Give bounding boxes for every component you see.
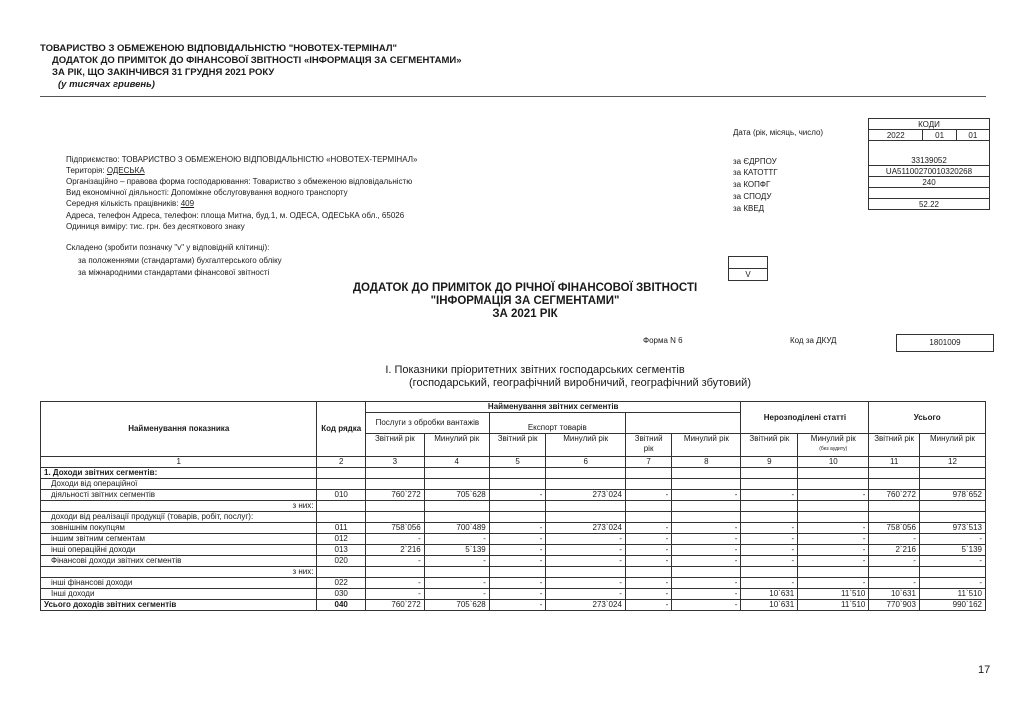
table-cell: -: [798, 523, 869, 534]
row-label: Доходи від операційної: [41, 479, 317, 490]
table-cell: [365, 479, 424, 490]
table-cell: -: [672, 578, 741, 589]
table-cell: [741, 512, 798, 523]
table-cell: -: [489, 589, 546, 600]
column-number: 4: [424, 457, 489, 468]
table-row: [41, 545, 986, 556]
table-cell: [546, 468, 625, 479]
table-cell: -: [365, 589, 424, 600]
units-note: (у тисячах гривень): [58, 79, 155, 90]
table-cell: -: [625, 589, 671, 600]
table-cell: 11`510: [798, 589, 869, 600]
section-title: І. Показники пріоритетних звітних господарських сегментів: [385, 364, 685, 376]
table-cell: -: [741, 523, 798, 534]
katottg-label: за КАТОТТГ: [733, 168, 778, 177]
row-label: Інші доходи: [41, 589, 317, 600]
table-cell: [869, 512, 920, 523]
form-number: Форма N 6: [643, 336, 683, 345]
table-cell: [919, 468, 985, 479]
table-cell: -: [625, 523, 671, 534]
table-cell: -: [672, 523, 741, 534]
table-cell: -: [625, 600, 671, 611]
row-code: 040: [317, 600, 365, 611]
header-prev-3: Минулий рік: [672, 434, 741, 457]
table-cell: -: [741, 534, 798, 545]
table-cell: -: [625, 556, 671, 567]
table-cell: 273`024: [546, 600, 625, 611]
document-heading: ДОДАТОК ДО ПРИМІТОК ДО ФІНАНСОВОЇ ЗВІТНОСТІ «ІНФОРМАЦІЯ ЗА СЕГМЕНТАМИ»: [52, 55, 462, 66]
table-cell: [424, 479, 489, 490]
table-cell: [546, 567, 625, 578]
table-cell: -: [672, 490, 741, 501]
date-day: 01: [956, 130, 989, 141]
table-cell: 11`510: [919, 589, 985, 600]
header-prev-4-label: Минулий рік: [810, 434, 856, 443]
table-cell: [546, 512, 625, 523]
table-row: [41, 556, 986, 567]
header-segments: Найменування звітних сегментів: [365, 402, 741, 413]
unit-line: Одиниця виміру: тис. грн. без десяткового знаку: [66, 222, 245, 231]
column-numbers-row: [41, 457, 986, 468]
row-label: Усього доходів звітних сегментів: [41, 600, 317, 611]
table-cell: [365, 501, 424, 512]
header-audit-note: (без аудиту): [819, 446, 848, 452]
compiled-line: Складено (зробити позначку "v" у відповідній клітинці):: [66, 243, 270, 252]
table-cell: -: [672, 556, 741, 567]
table-cell: [424, 512, 489, 523]
table-cell: [741, 479, 798, 490]
table-cell: -: [869, 556, 920, 567]
option-standards: за положеннями (стандартами) бухгалтерського обліку: [78, 256, 282, 265]
table-cell: -: [672, 534, 741, 545]
kved-value: 52.22: [869, 199, 990, 210]
territory-line: [66, 166, 145, 176]
table-cell: 973`513: [919, 523, 985, 534]
table-cell: [489, 501, 546, 512]
table-cell: [741, 501, 798, 512]
table-cell: 273`024: [546, 523, 625, 534]
table-cell: -: [424, 589, 489, 600]
edrpou-value: 33139052: [869, 155, 990, 166]
table-cell: [672, 512, 741, 523]
column-number: 6: [546, 457, 625, 468]
row-label: інші операційні доходи: [41, 545, 317, 556]
table-cell: [625, 567, 671, 578]
table-cell: 10`631: [741, 600, 798, 611]
table-cell: -: [869, 534, 920, 545]
row-label: з них:: [41, 567, 317, 578]
table-cell: [424, 567, 489, 578]
kopfg-value: 240: [869, 177, 990, 188]
dkud-value: 1801009: [896, 334, 994, 352]
table-cell: -: [741, 490, 798, 501]
table-cell: -: [798, 578, 869, 589]
table-cell: -: [798, 556, 869, 567]
row-code: [317, 567, 365, 578]
checkbox-ifrs[interactable]: V: [728, 268, 768, 281]
column-number: 3: [365, 457, 424, 468]
date-year: 2022: [869, 130, 923, 141]
table-cell: [798, 512, 869, 523]
table-cell: -: [546, 534, 625, 545]
table-row: [41, 589, 986, 600]
table-cell: 10`631: [741, 589, 798, 600]
table-cell: 990`162: [919, 600, 985, 611]
table-cell: [365, 512, 424, 523]
table-cell: -: [919, 556, 985, 567]
table-cell: [424, 501, 489, 512]
territory-value: ОДЕСЬКА: [106, 166, 145, 175]
table-cell: [869, 567, 920, 578]
report-title: ДОДАТОК ДО ПРИМІТОК ДО РІЧНОЇ ФІНАНСОВОЇ ЗВІТНОСТІ: [352, 282, 698, 294]
table-row: [41, 479, 986, 490]
table-cell: -: [798, 490, 869, 501]
report-year: ЗА 2021 РІК: [492, 308, 558, 320]
kved-label: за КВЕД: [733, 204, 765, 213]
table-cell: [489, 468, 546, 479]
table-cell: -: [672, 600, 741, 611]
table-cell: [365, 468, 424, 479]
table-cell: [919, 501, 985, 512]
row-label: 1. Доходи звітних сегментів:: [41, 468, 317, 479]
table-cell: [625, 512, 671, 523]
table-row: [41, 468, 986, 479]
table-cell: -: [489, 578, 546, 589]
column-number: 7: [625, 457, 671, 468]
header-unallocated: Нерозподілені статті: [741, 402, 869, 434]
staff-value: 409: [180, 199, 195, 208]
table-cell: [672, 567, 741, 578]
row-label: з них:: [41, 501, 317, 512]
row-code: [317, 468, 365, 479]
table-row: [41, 567, 986, 578]
table-cell: 758`056: [869, 523, 920, 534]
header-rep-1: Звітний рік: [365, 434, 424, 457]
table-cell: [625, 479, 671, 490]
table-cell: 700`489: [424, 523, 489, 534]
table-cell: -: [625, 534, 671, 545]
table-cell: 2`216: [869, 545, 920, 556]
table-cell: -: [365, 556, 424, 567]
column-number: 1: [41, 457, 317, 468]
column-number: 10: [798, 457, 869, 468]
table-cell: 11`510: [798, 600, 869, 611]
table-cell: [869, 468, 920, 479]
column-number: 8: [672, 457, 741, 468]
table-cell: 705`628: [424, 600, 489, 611]
codes-spacer: [869, 141, 990, 156]
table-cell: [741, 567, 798, 578]
table-row: [41, 600, 986, 611]
table-cell: [365, 567, 424, 578]
row-code: 011: [317, 523, 365, 534]
row-label: іншим звітним сегментам: [41, 534, 317, 545]
option-ifrs: за міжнародними стандартами фінансової звітності: [78, 268, 270, 277]
table-cell: -: [489, 600, 546, 611]
row-code: 012: [317, 534, 365, 545]
table-cell: [919, 512, 985, 523]
dkud-label: Код за ДКУД: [790, 336, 837, 345]
territory-label: Територія:: [66, 166, 107, 175]
table-cell: 705`628: [424, 490, 489, 501]
table-row: [41, 523, 986, 534]
codes-table: [868, 118, 990, 210]
table-cell: 770`903: [869, 600, 920, 611]
table-cell: 5`139: [919, 545, 985, 556]
table-cell: 978`652: [919, 490, 985, 501]
period-heading: ЗА РІК, ЩО ЗАКІНЧИВСЯ 31 ГРУДНЯ 2021 РОКУ: [52, 67, 275, 78]
table-cell: -: [489, 523, 546, 534]
table-body: [41, 468, 986, 611]
column-number: 11: [869, 457, 920, 468]
column-number: 5: [489, 457, 546, 468]
column-number: 12: [919, 457, 985, 468]
table-cell: [672, 468, 741, 479]
header-prev-4: [798, 434, 869, 457]
table-cell: [489, 479, 546, 490]
table-cell: -: [919, 534, 985, 545]
row-code: 020: [317, 556, 365, 567]
staff-label: Середня кількість працівників:: [66, 199, 181, 208]
table-cell: -: [625, 545, 671, 556]
header-prev-1: Минулий рік: [424, 434, 489, 457]
header-rep-2: Звітний рік: [489, 434, 546, 457]
row-code: 013: [317, 545, 365, 556]
enterprise-line: Підприємство: ТОВАРИСТВО З ОБМЕЖЕНОЮ ВІДПОВІДАЛЬНІСТЮ «НОВОТЕХ-ТЕРМІНАЛ»: [66, 155, 418, 164]
report-subtitle: "ІНФОРМАЦІЯ ЗА СЕГМЕНТАМИ": [430, 295, 620, 307]
table-cell: -: [424, 534, 489, 545]
table-cell: 760`272: [365, 600, 424, 611]
table-row: [41, 490, 986, 501]
legal-form-line: Організаційно – правова форма господарювання: Товариство з обмеженою відповідальністю: [66, 177, 413, 186]
table-cell: 5`139: [424, 545, 489, 556]
table-row: [41, 534, 986, 545]
table-cell: [546, 479, 625, 490]
edrpou-label: за ЄДРПОУ: [733, 157, 777, 166]
table-cell: -: [489, 545, 546, 556]
table-row: [41, 501, 986, 512]
activity-line: Вид економічної діяльності: Допоміжне обслуговування водного транспорту: [66, 188, 348, 197]
table-cell: [625, 501, 671, 512]
row-label: доходи від реалізації продукції (товарів, робіт, послуг):: [41, 512, 317, 523]
table-cell: [741, 468, 798, 479]
header-cargo-services: Послуги з обробки вантажів: [365, 413, 489, 434]
section-subtitle: (господарський, географічний виробничий, географічний збутовий): [409, 377, 751, 389]
spodu-label: за СПОДУ: [733, 192, 772, 201]
row-code: [317, 479, 365, 490]
table-cell: -: [424, 578, 489, 589]
table-cell: 2`216: [365, 545, 424, 556]
table-cell: -: [365, 578, 424, 589]
header-rep-5: Звітний рік: [869, 434, 920, 457]
table-cell: -: [741, 578, 798, 589]
row-label: діяльності звітних сегментів: [41, 490, 317, 501]
table-cell: -: [546, 556, 625, 567]
table-cell: -: [546, 589, 625, 600]
table-cell: 760`272: [869, 490, 920, 501]
table-cell: -: [489, 556, 546, 567]
table-cell: [672, 501, 741, 512]
table-cell: -: [798, 534, 869, 545]
row-code: 030: [317, 589, 365, 600]
header-total: Усього: [869, 402, 986, 434]
row-code: 010: [317, 490, 365, 501]
katottg-value: UA51100270010320268: [869, 166, 990, 177]
table-cell: [798, 567, 869, 578]
table-cell: [546, 501, 625, 512]
table-cell: [489, 512, 546, 523]
table-cell: 273`024: [546, 490, 625, 501]
row-code: [317, 512, 365, 523]
address-line: Адреса, телефон Адреса, телефон: площа Митна, буд.1, м. ОДЕСА, ОДЕСЬКА обл., 65026: [66, 211, 405, 220]
kopfg-label: за КОПФГ: [733, 180, 771, 189]
table-cell: [489, 567, 546, 578]
row-label: зовнішнім покупцям: [41, 523, 317, 534]
table-cell: -: [424, 556, 489, 567]
table-cell: -: [625, 578, 671, 589]
table-cell: [625, 468, 671, 479]
table-cell: -: [741, 556, 798, 567]
staff-line: [66, 199, 194, 209]
column-number: 2: [317, 457, 365, 468]
table-cell: -: [798, 545, 869, 556]
header-indicator: Найменування показника: [41, 402, 317, 457]
header-prev-2: Минулий рік: [546, 434, 625, 457]
table-cell: -: [919, 578, 985, 589]
table-cell: -: [625, 490, 671, 501]
table-cell: -: [672, 545, 741, 556]
column-number: 9: [741, 457, 798, 468]
row-label: Фінансові доходи звітних сегментів: [41, 556, 317, 567]
table-cell: [869, 479, 920, 490]
page-number: 17: [978, 664, 991, 676]
row-code: 022: [317, 578, 365, 589]
table-cell: -: [546, 545, 625, 556]
table-cell: [798, 468, 869, 479]
date-label: Дата (рік, місяць, число): [733, 128, 824, 137]
segments-table: [40, 401, 986, 611]
table-cell: -: [869, 578, 920, 589]
table-row: [41, 578, 986, 589]
table-cell: -: [489, 490, 546, 501]
table-cell: [424, 468, 489, 479]
header-empty-segment: [625, 413, 741, 434]
header-rule: [40, 96, 986, 97]
table-cell: [672, 479, 741, 490]
table-cell: -: [489, 534, 546, 545]
spodu-value: [869, 188, 990, 199]
table-cell: [869, 501, 920, 512]
table-cell: 760`272: [365, 490, 424, 501]
table-cell: [798, 479, 869, 490]
header-code: Код рядка: [317, 402, 365, 457]
table-cell: -: [546, 578, 625, 589]
row-label: інші фінансові доходи: [41, 578, 317, 589]
table-cell: 10`631: [869, 589, 920, 600]
date-month: 01: [923, 130, 956, 141]
row-code: [317, 501, 365, 512]
table-cell: [798, 501, 869, 512]
header-goods-export: Експорт товарів: [489, 413, 625, 434]
table-row: [41, 512, 986, 523]
table-cell: -: [741, 545, 798, 556]
company-name: ТОВАРИСТВО З ОБМЕЖЕНОЮ ВІДПОВІДАЛЬНІСТЮ "НОВОТЕХ-ТЕРМІНАЛ": [40, 43, 398, 54]
header-rep-4: Звітний рік: [741, 434, 798, 457]
header-rep-3: Звітний рік: [625, 434, 671, 457]
codes-heading: КОДИ: [869, 119, 990, 130]
header-prev-5: Минулий рік: [919, 434, 985, 457]
table-cell: -: [672, 589, 741, 600]
table-cell: 758`056: [365, 523, 424, 534]
table-cell: -: [365, 534, 424, 545]
table-cell: [919, 479, 985, 490]
table-cell: [919, 567, 985, 578]
